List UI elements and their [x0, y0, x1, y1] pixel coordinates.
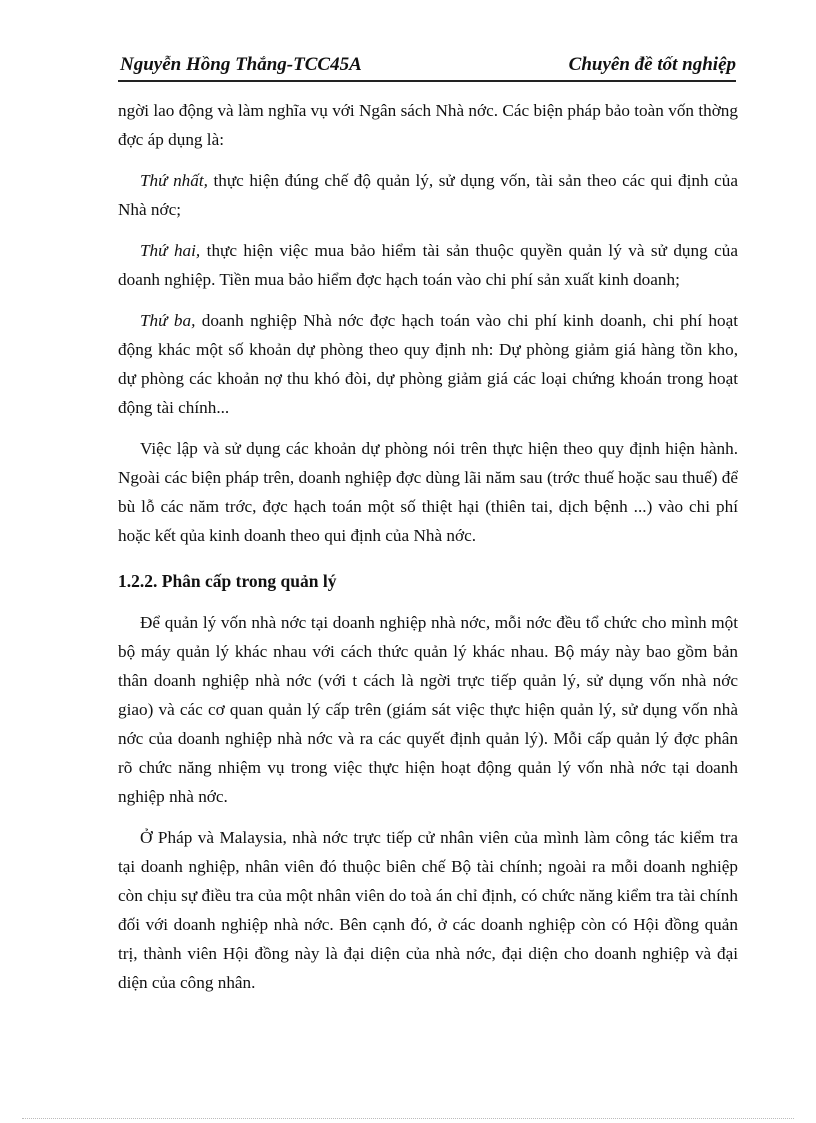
paragraph-management: Để quản lý vốn nhà nớc tại doanh nghiệp nhà nớc, mỗi nớc đều tổ chức cho mình một bộ máy quản lý khác nhau với cách thức quản lý khác nhau. Bộ máy này bao gồm bản thân doanh nghiệp nhà nớc (với t cách là ngời trực tiếp quản lý, sử dụng vốn nhà nớc giao) và các cơ quan quản lý cấp trên (giám sát việc thực hiện quản lý, sử dụng vốn nhà nớc của doanh nghiệp nhà nớc và ra các quyết định quản lý). Mỗi cấp quản lý đợc phân rõ chức năng nhiệm vụ trong việc thực hiện hoạt động quản lý vốn nhà nớc tại doanh nghiệp nhà nớc.	[118, 613, 738, 806]
lead-third: Thứ ba,	[140, 311, 196, 330]
paragraph-text: doanh nghiệp Nhà nớc đợc hạch toán vào chi phí kinh doanh, chi phí hoạt động khác một số khoản dự phòng theo quy định nh: Dự phòng giảm giá hàng tồn kho, dự phòng các khoản nợ thu khó đòi, dự phòng giảm giá các loại chứng khoán trong hoạt động tài chính...	[118, 311, 738, 417]
paragraph-measure-3	[118, 306, 738, 422]
paragraph-provisions: Việc lập và sử dụng các khoản dự phòng nói trên thực hiện theo quy định hiện hành. Ngoài các biện pháp trên, doanh nghiệp đợc dùng lãi năm sau (trớc thuế hoặc sau thuế) để bù lỗ các năm trớc, đợc hạch toán một số thiệt hại (thiên tai, dịch bệnh ...) vào chi phí hoặc kết qủa kinh doanh theo qui định của Nhà nớc.	[118, 439, 738, 545]
paragraph-measure-1	[118, 166, 738, 224]
lead-second: Thứ hai,	[140, 241, 201, 260]
paragraph-text: thực hiện đúng chế độ quản lý, sử dụng vốn, tài sản theo các qui định của Nhà nớc;	[118, 171, 738, 219]
paragraph-text: thực hiện việc mua bảo hiểm tài sản thuộc quyền quản lý và sử dụng của doanh nghiệp. Tiền mua bảo hiểm đợc hạch toán vào chi phí sản xuất kinh doanh;	[118, 241, 738, 289]
header-document-type: Chuyên đề tốt nghiệp	[568, 54, 736, 75]
document-body	[118, 96, 738, 997]
page-header	[118, 54, 736, 82]
section-heading: 1.2.2. Phân cấp trong quản lý	[118, 571, 337, 591]
paragraph-france-malaysia: Ở Pháp và Malaysia, nhà nớc trực tiếp cử nhân viên của mình làm công tác kiểm tra tại doanh nghiệp, nhân viên đó thuộc biên chế Bộ tài chính; ngoài ra mỗi doanh nghiệp còn chịu sự điều tra của một nhân viên do toà án chỉ định, có chức năng kiểm tra tài chính đối với doanh nghiệp nhà nớc. Bên cạnh đó, ở các doanh nghiệp còn có Hội đồng quản trị, thành viên Hội đồng này là đại diện của nhà nớc, đại diện cho doanh nghiệp và đại diện của công nhân.	[118, 828, 738, 992]
header-author: Nguyễn Hồng Thắng-TCC45A	[120, 54, 362, 75]
lead-first: Thứ nhất,	[140, 171, 208, 190]
paragraph-continued: ngời lao động và làm nghĩa vụ với Ngân sách Nhà nớc. Các biện pháp bảo toàn vốn thờng đợc áp dụng là:	[118, 101, 738, 149]
paragraph-measure-2	[118, 236, 738, 294]
page-bottom-border	[22, 1118, 794, 1119]
